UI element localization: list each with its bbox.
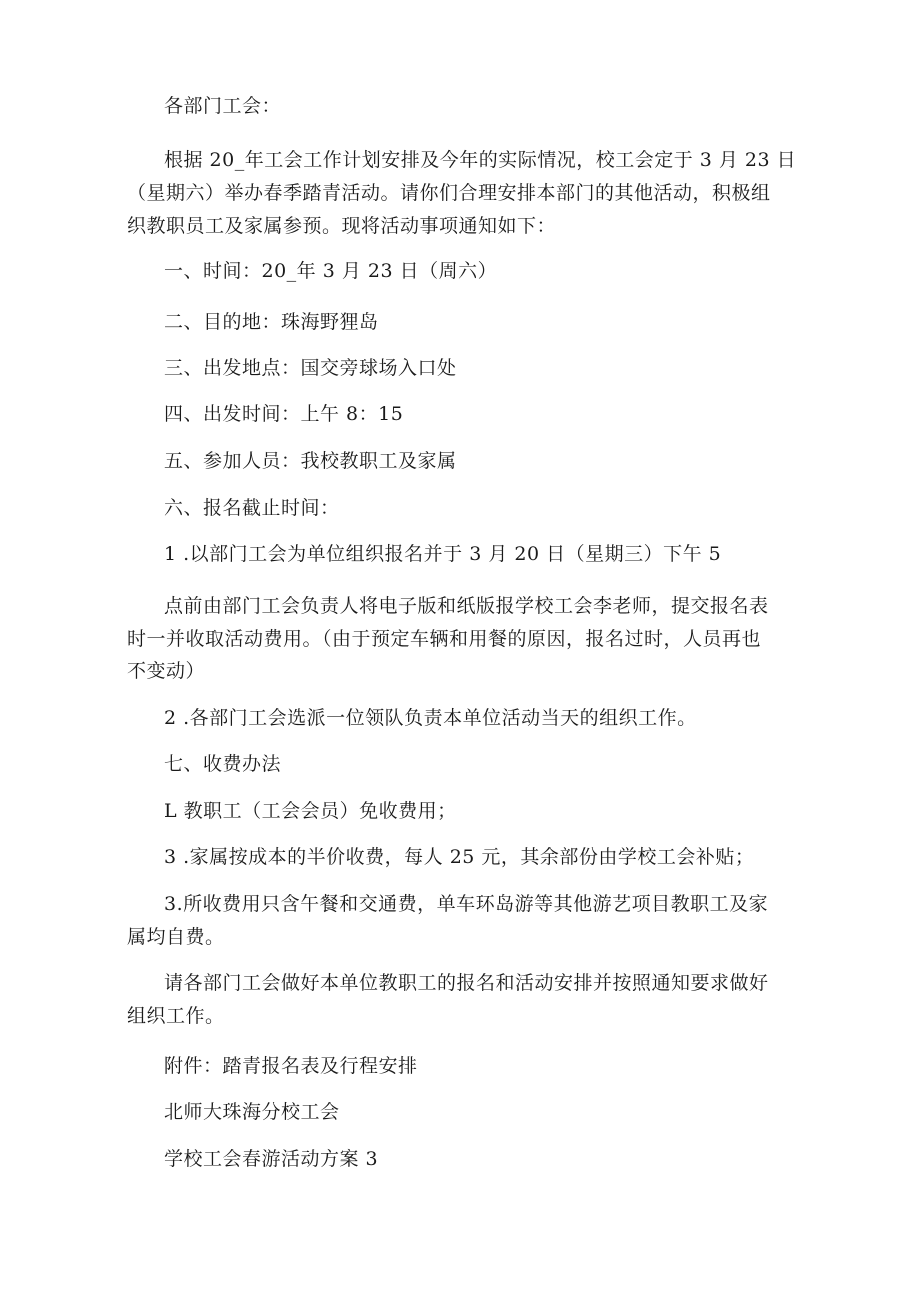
intro-line-1: 根据 20_年工会工作计划安排及今年的实际情况，校工会定于 3 月 23 日 [164,149,797,171]
fee-rule-1: L 教职工（工会会员）免收费用； [164,800,457,822]
item-destination: 二、目的地：珠海野狸岛 [164,311,379,333]
fee-rule-3-line-2: 属均自费。 [127,926,225,948]
item-departure-place: 三、出发地点：国交旁球场入口处 [164,357,457,379]
deadline-rule-1-line-1: 点前由部门工会负责人将电子版和纸版报学校工会李老师，提交报名表 [164,595,769,617]
signature: 北师大珠海分校工会 [164,1101,340,1123]
fee-rule-2: 3 .家属按成本的半价收费，每人 25 元，其余部份由学校工会补贴； [164,846,755,868]
item-deadline: 六、报名截止时间： [164,497,340,519]
attachment-note: 附件：踏青报名表及行程安排 [164,1055,418,1077]
deadline-rule-2: 2 .各部门工会选派一位领队负责本单位活动当天的组织工作。 [164,707,697,729]
deadline-rule-1: 1 .以部门工会为单位组织报名并于 3 月 20 日（星期三）下午 5 [164,543,722,565]
deadline-rule-1-line-3: 不变动） [127,660,206,682]
fee-rule-3-line-1: 3.所收费用只含午餐和交通费，单车环岛游等其他游艺项目教职工及家 [164,893,769,915]
closing-line-2: 组织工作。 [127,1005,225,1027]
item-departure-time: 四、出发时间：上午 8：15 [164,403,404,425]
deadline-rule-1-line-2: 时一并收取活动费用。（由于预定车辆和用餐的原因，报名过时，人员再也 [127,628,762,650]
item-participants: 五、参加人员：我校教职工及家属 [164,450,457,472]
item-time: 一、时间：20_年 3 月 23 日（周六） [164,260,498,282]
next-section-title: 学校工会春游活动方案 3 [164,1148,379,1170]
intro-line-3: 织教职员工及家属参预。现将活动事项通知如下： [127,215,557,237]
closing-line-1: 请各部门工会做好本单位教职工的报名和活动安排并按照通知要求做好 [164,972,769,994]
salutation: 各部门工会： [164,95,282,117]
intro-line-2: （星期六）举办春季踏青活动。请你们合理安排本部门的其他活动，积极组 [127,182,771,204]
item-fees: 七、收费办法 [164,753,282,775]
